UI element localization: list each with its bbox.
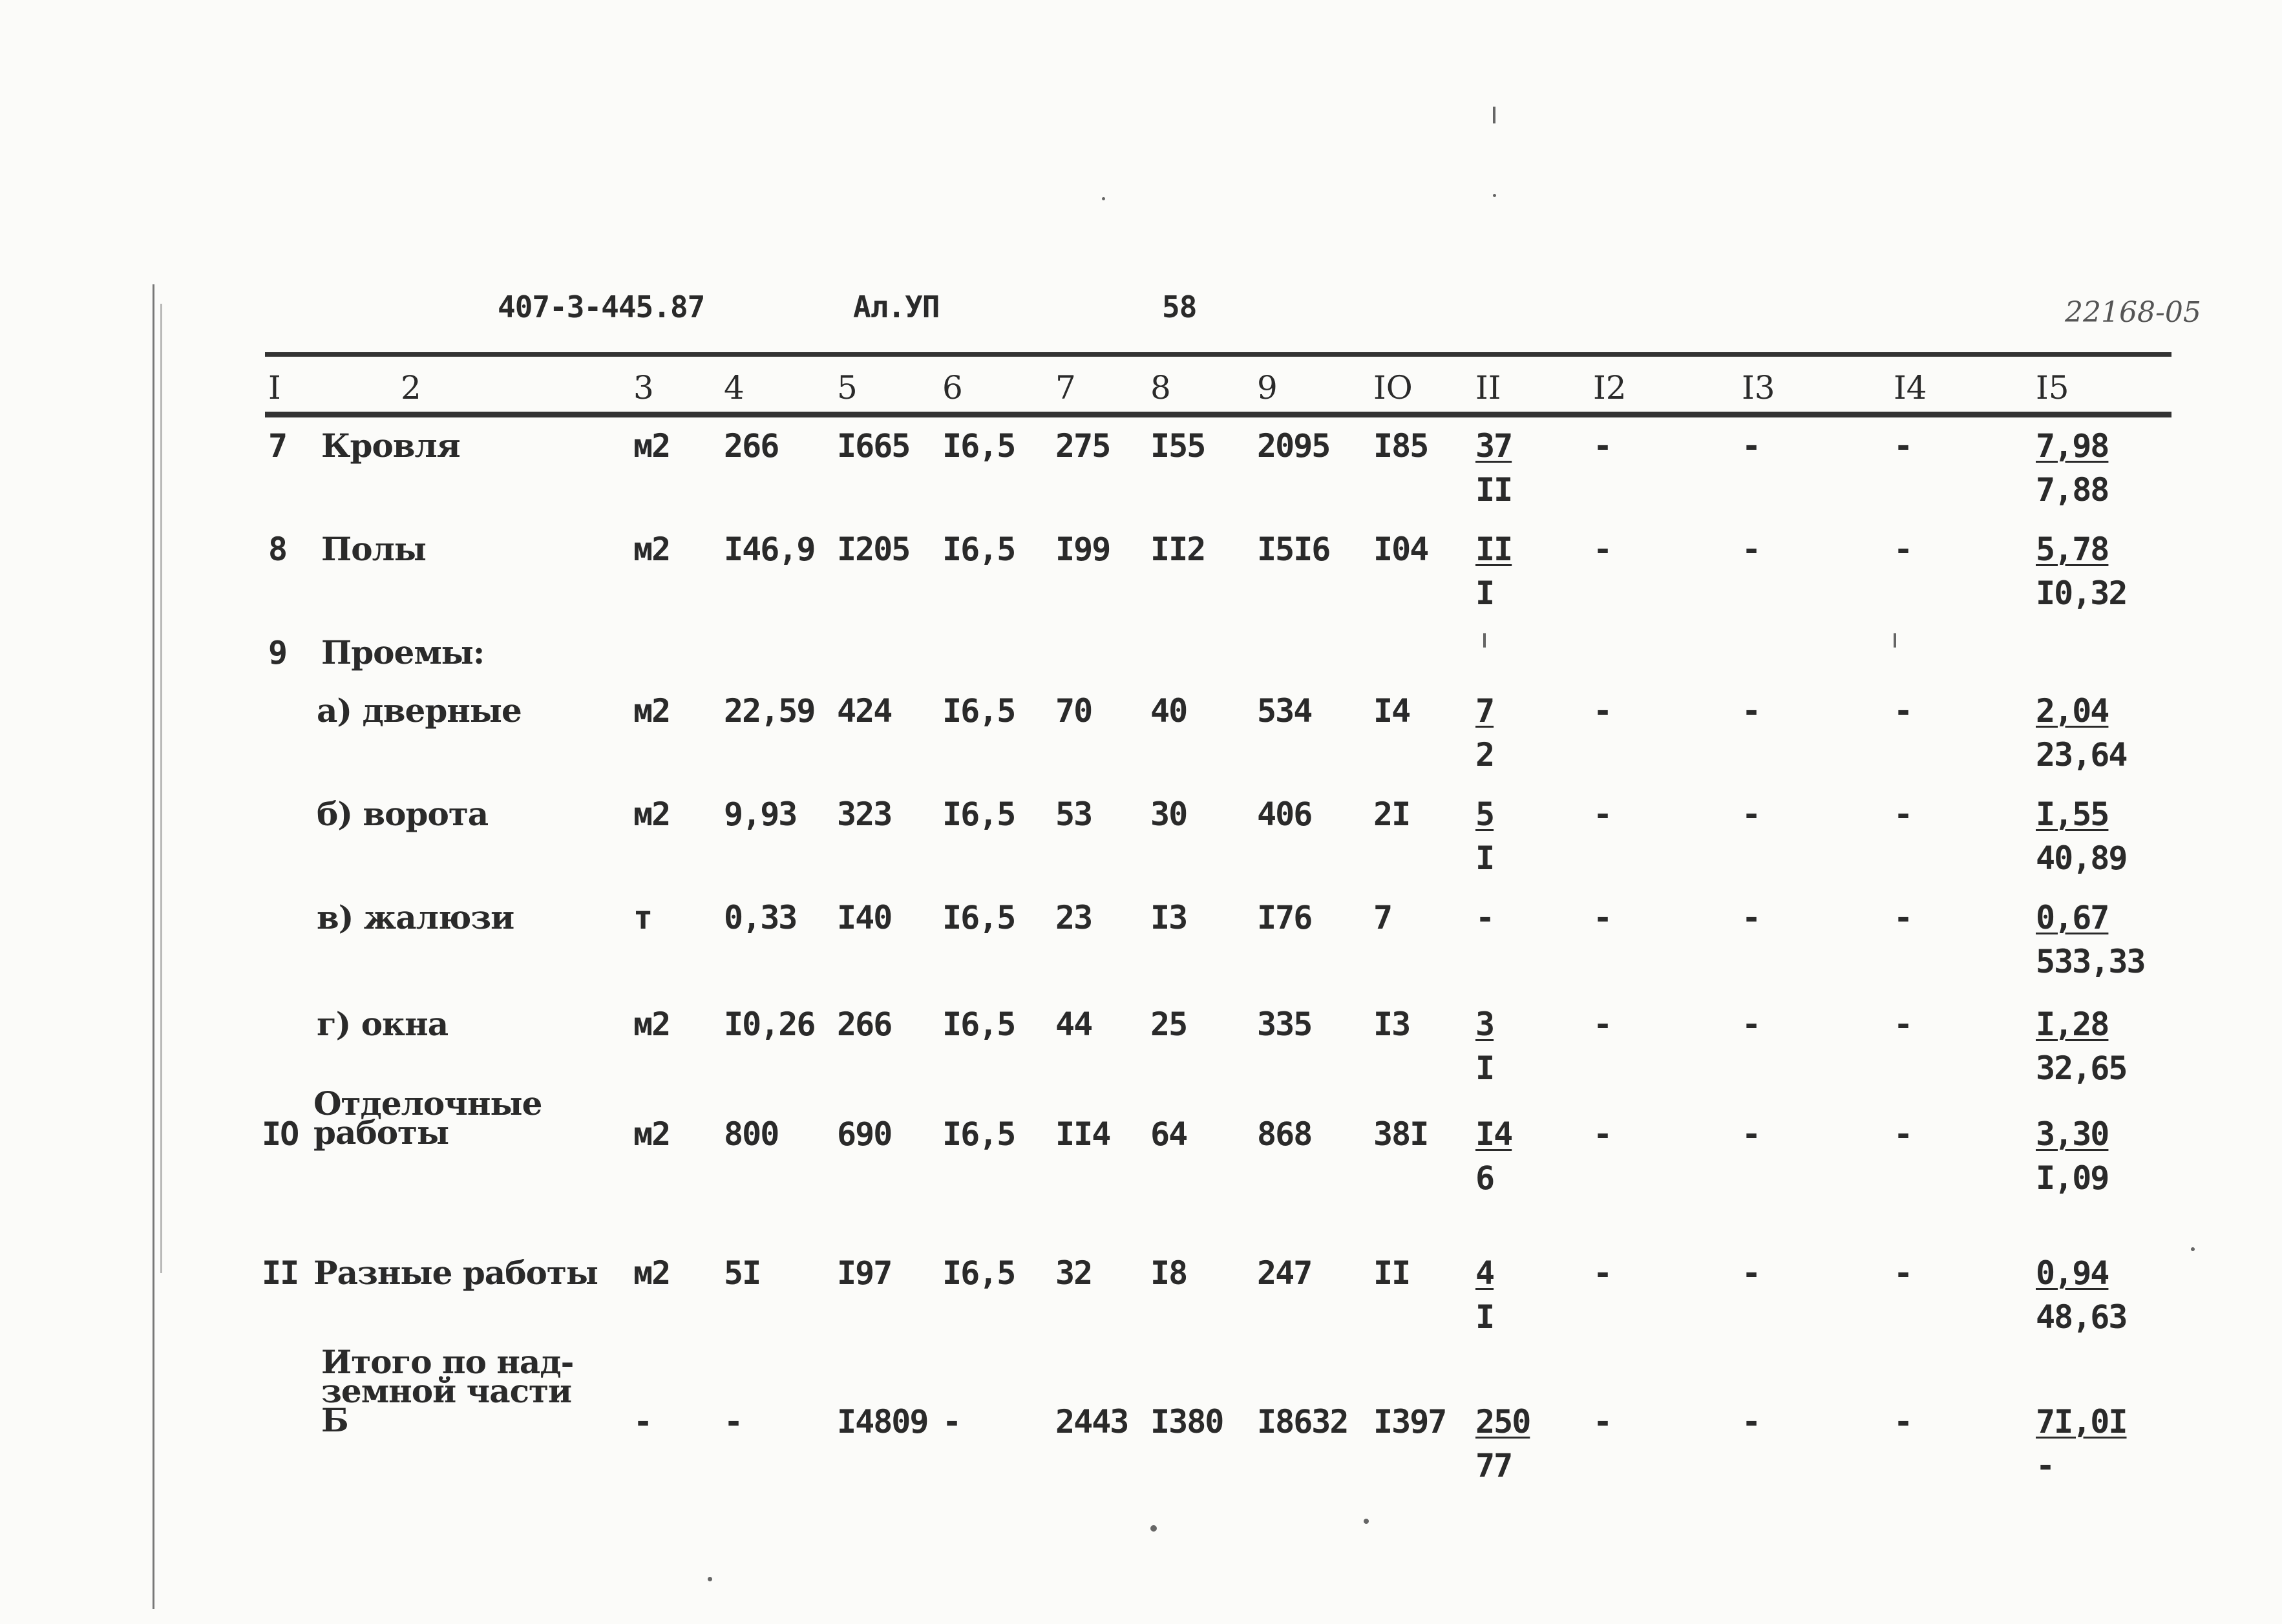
- column-header: 9: [1257, 369, 1278, 406]
- ratio-numerator: 0,67: [2036, 899, 2109, 936]
- column-header: 4: [724, 369, 745, 406]
- page-number: 58: [1162, 290, 1197, 324]
- fraction-numerator: -: [1475, 899, 1494, 936]
- value-cell: I97: [837, 1254, 892, 1292]
- column-header: 7: [1055, 369, 1076, 406]
- value-cell: I6,5: [942, 692, 1015, 730]
- ratio-numerator: I,55: [2036, 796, 2109, 833]
- column-header: 2: [401, 369, 421, 406]
- archive-stamp: 22168-05: [2065, 296, 2201, 329]
- fraction-numerator: 3: [1475, 1006, 1494, 1043]
- value-cell: 2443: [1055, 1403, 1128, 1440]
- empty-dash: -: [1742, 1006, 1760, 1043]
- empty-dash: -: [1894, 1403, 1912, 1440]
- value-cell: 2095: [1257, 427, 1330, 465]
- value-cell: 40: [1150, 692, 1187, 730]
- fraction-denominator: 6: [1475, 1159, 1494, 1197]
- value-cell: 275: [1055, 427, 1110, 465]
- unit-cell: т: [633, 899, 652, 936]
- column-header: 5: [837, 369, 858, 406]
- value-cell: I85: [1373, 427, 1428, 465]
- empty-dash: -: [1894, 427, 1912, 465]
- fraction-numerator: 5: [1475, 796, 1494, 833]
- column-header: 3: [633, 369, 654, 406]
- value-cell: I6,5: [942, 1254, 1015, 1292]
- empty-dash: -: [1894, 1115, 1912, 1153]
- item-name: в) жалюзи: [317, 898, 514, 936]
- value-cell: 25: [1150, 1006, 1187, 1043]
- empty-dash: -: [1593, 1006, 1612, 1043]
- value-cell: -: [942, 1403, 961, 1440]
- ratio-denominator: -: [2036, 1447, 2055, 1484]
- value-cell: I6,5: [942, 899, 1015, 936]
- row-number: IO: [262, 1115, 299, 1153]
- value-cell: 266: [837, 1006, 892, 1043]
- value-cell: 32: [1055, 1254, 1092, 1292]
- ratio-denominator: 40,89: [2036, 839, 2127, 877]
- value-cell: 23: [1055, 899, 1092, 936]
- value-cell: 424: [837, 692, 892, 730]
- column-header: 6: [942, 369, 963, 406]
- value-cell: 2I: [1373, 796, 1410, 833]
- fraction-denominator: I: [1475, 1049, 1494, 1087]
- unit-cell: м2: [633, 1006, 670, 1043]
- value-cell: I0,26: [724, 1006, 815, 1043]
- value-cell: I6,5: [942, 427, 1015, 465]
- item-name: г) окна: [317, 1005, 449, 1043]
- value-cell: 266: [724, 427, 779, 465]
- value-cell: -: [724, 1403, 743, 1440]
- value-cell: I46,9: [724, 531, 815, 568]
- value-cell: 800: [724, 1115, 779, 1153]
- empty-dash: -: [1742, 1254, 1760, 1292]
- value-cell: I6,5: [942, 1006, 1015, 1043]
- value-cell: 0,33: [724, 899, 797, 936]
- ratio-denominator: 7,88: [2036, 471, 2109, 509]
- value-cell: 868: [1257, 1115, 1312, 1153]
- empty-dash: -: [1593, 531, 1612, 568]
- row-number: 9: [268, 634, 287, 671]
- value-cell: I205: [837, 531, 910, 568]
- fraction-numerator: 37: [1475, 427, 1512, 465]
- column-header: I: [268, 369, 281, 406]
- fraction-numerator: 4: [1475, 1254, 1494, 1292]
- value-cell: 690: [837, 1115, 892, 1153]
- value-cell: 64: [1150, 1115, 1187, 1153]
- column-header: I5: [2036, 369, 2069, 406]
- empty-dash: -: [1593, 899, 1612, 936]
- empty-dash: -: [1593, 1403, 1612, 1440]
- empty-dash: -: [1894, 899, 1912, 936]
- empty-dash: -: [1742, 427, 1760, 465]
- ratio-denominator: 23,64: [2036, 736, 2127, 774]
- column-header: I4: [1894, 369, 1927, 406]
- ratio-denominator: 48,63: [2036, 1298, 2127, 1336]
- value-cell: 534: [1257, 692, 1312, 730]
- column-header: IO: [1373, 369, 1413, 406]
- empty-dash: -: [1742, 899, 1760, 936]
- ratio-numerator: 5,78: [2036, 531, 2109, 568]
- fraction-denominator: I: [1475, 839, 1494, 877]
- column-header: I3: [1742, 369, 1775, 406]
- table-header-rule: [265, 412, 2171, 417]
- value-cell: 335: [1257, 1006, 1312, 1043]
- empty-dash: -: [1593, 427, 1612, 465]
- value-cell: 38I: [1373, 1115, 1428, 1153]
- empty-dash: -: [1593, 796, 1612, 833]
- unit-cell: -: [633, 1403, 652, 1440]
- fraction-numerator: 7: [1475, 692, 1494, 730]
- value-cell: II4: [1055, 1115, 1110, 1153]
- empty-dash: -: [1742, 796, 1760, 833]
- ratio-denominator: I,09: [2036, 1159, 2109, 1197]
- empty-dash: -: [1894, 531, 1912, 568]
- value-cell: 323: [837, 796, 892, 833]
- value-cell: II2: [1150, 531, 1205, 568]
- empty-dash: -: [1894, 1006, 1912, 1043]
- value-cell: I397: [1373, 1403, 1446, 1440]
- value-cell: I6,5: [942, 796, 1015, 833]
- item-name: а) дверные: [317, 691, 522, 730]
- ratio-numerator: 7I,0I: [2036, 1403, 2127, 1440]
- value-cell: 9,93: [724, 796, 797, 833]
- value-cell: I40: [837, 899, 892, 936]
- value-cell: I3: [1373, 1006, 1410, 1043]
- ratio-numerator: I,28: [2036, 1006, 2109, 1043]
- item-name: Отделочные работы: [313, 1084, 542, 1152]
- value-cell: 406: [1257, 796, 1312, 833]
- unit-cell: м2: [633, 1115, 670, 1153]
- value-cell: I4809: [837, 1403, 928, 1440]
- ratio-denominator: 32,65: [2036, 1049, 2127, 1087]
- row-number: 7: [268, 427, 287, 465]
- empty-dash: -: [1742, 1403, 1760, 1440]
- unit-cell: м2: [633, 531, 670, 568]
- column-header: 8: [1150, 369, 1171, 406]
- value-cell: I5I6: [1257, 531, 1330, 568]
- value-cell: 70: [1055, 692, 1092, 730]
- value-cell: 7: [1373, 899, 1392, 936]
- row-number: II: [262, 1254, 299, 1292]
- value-cell: 247: [1257, 1254, 1312, 1292]
- empty-dash: -: [1593, 1115, 1612, 1153]
- unit-cell: м2: [633, 427, 670, 465]
- ratio-numerator: 7,98: [2036, 427, 2109, 465]
- column-header: II: [1475, 369, 1501, 406]
- ratio-numerator: 2,04: [2036, 692, 2109, 730]
- ratio-numerator: 0,94: [2036, 1254, 2109, 1292]
- item-name: Итого по над- земной части Б: [321, 1343, 574, 1439]
- item-name: Проемы:: [321, 633, 485, 671]
- value-cell: I8632: [1257, 1403, 1348, 1440]
- item-name: Разные работы: [313, 1254, 598, 1292]
- ratio-denominator: I0,32: [2036, 575, 2127, 612]
- empty-dash: -: [1742, 692, 1760, 730]
- value-cell: 53: [1055, 796, 1092, 833]
- value-cell: 30: [1150, 796, 1187, 833]
- empty-dash: -: [1894, 692, 1912, 730]
- fraction-denominator: 2: [1475, 736, 1494, 774]
- fraction-denominator: 77: [1475, 1447, 1512, 1484]
- fraction-numerator: I4: [1475, 1115, 1512, 1153]
- value-cell: I6,5: [942, 1115, 1015, 1153]
- empty-dash: -: [1593, 1254, 1612, 1292]
- margin-line: [160, 304, 162, 1273]
- unit-cell: м2: [633, 796, 670, 833]
- unit-cell: м2: [633, 1254, 670, 1292]
- document-code: 407-3-445.87: [498, 290, 705, 324]
- empty-dash: -: [1593, 692, 1612, 730]
- empty-dash: -: [1742, 1115, 1760, 1153]
- fraction-denominator: II: [1475, 471, 1512, 509]
- value-cell: I665: [837, 427, 910, 465]
- column-header: I2: [1593, 369, 1627, 406]
- item-name: Полы: [321, 530, 426, 568]
- value-cell: 22,59: [724, 692, 815, 730]
- value-cell: I380: [1150, 1403, 1223, 1440]
- empty-dash: -: [1742, 531, 1760, 568]
- value-cell: I8: [1150, 1254, 1187, 1292]
- value-cell: 5I: [724, 1254, 761, 1292]
- ratio-denominator: 533,33: [2036, 943, 2145, 980]
- value-cell: I99: [1055, 531, 1110, 568]
- sheet-label: Ал.УП: [853, 290, 940, 324]
- value-cell: II: [1373, 1254, 1410, 1292]
- empty-dash: -: [1894, 1254, 1912, 1292]
- fraction-denominator: I: [1475, 575, 1494, 612]
- table-top-rule: [265, 352, 2171, 357]
- row-number: 8: [268, 531, 287, 568]
- value-cell: I04: [1373, 531, 1428, 568]
- fraction-numerator: II: [1475, 531, 1512, 568]
- value-cell: I55: [1150, 427, 1205, 465]
- unit-cell: м2: [633, 692, 670, 730]
- fraction-denominator: I: [1475, 1298, 1494, 1336]
- value-cell: I6,5: [942, 531, 1015, 568]
- empty-dash: -: [1894, 796, 1912, 833]
- margin-line: [153, 284, 154, 1609]
- fraction-numerator: 250: [1475, 1403, 1530, 1440]
- value-cell: I76: [1257, 899, 1312, 936]
- value-cell: I4: [1373, 692, 1410, 730]
- item-name: Кровля: [321, 427, 460, 465]
- ratio-numerator: 3,30: [2036, 1115, 2109, 1153]
- value-cell: 44: [1055, 1006, 1092, 1043]
- item-name: б) ворота: [317, 795, 489, 833]
- value-cell: I3: [1150, 899, 1187, 936]
